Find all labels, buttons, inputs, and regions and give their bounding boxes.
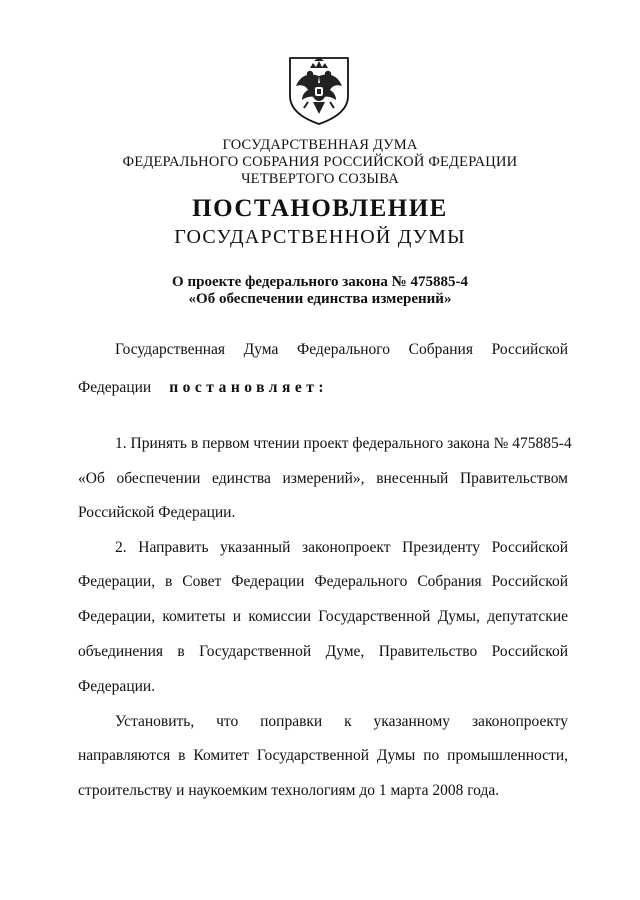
para2-line-4: объединения в Государственной Думе, Правительство Российской (78, 643, 568, 660)
header-line-2: ФЕДЕРАЛЬНОГО СОБРАНИЯ РОССИЙСКОЙ ФЕДЕРАЦИИ (122, 154, 518, 170)
russian-coat-of-arms-icon (286, 52, 352, 126)
header-line-3: ЧЕТВЕРТОГО СОЗЫВА (241, 171, 399, 187)
para3-line-2: направляются в Комитет Государственной Думы по промышленности, (78, 747, 568, 764)
para2-line-1: 2. Направить указанный законопроект Президенту Российской (115, 539, 568, 556)
para2-line-2: Федерации, в Совет Федерации Федерального Собрания Российской (78, 573, 568, 590)
preamble-line-2 (78, 378, 568, 398)
preamble-line-1: Государственная Дума Федерального Собрания Российской (115, 341, 568, 358)
para1-line-3: Российской Федерации. (78, 504, 236, 521)
para1-line-2: «Об обеспечении единства измерений», внесенный Правительством (78, 470, 568, 487)
subject-line-1: О проекте федерального закона № 475885-4 (172, 274, 468, 290)
document-subtitle: ГОСУДАРСТВЕННОЙ ДУМЫ (174, 226, 466, 248)
para3-line-3: строительству и наукоемким технологиям до 1 марта 2008 года. (78, 782, 500, 799)
para3-line-1: Установить, что поправки к указанному законопроекту (115, 713, 568, 730)
subject-line-2: «Об обеспечении единства измерений» (188, 291, 452, 307)
document-title: ПОСТАНОВЛЕНИЕ (192, 195, 448, 222)
para1-line-1: 1. Принять в первом чтении проект федерального закона № 475885-4 (115, 435, 572, 452)
resolves-word: постановляет: (169, 379, 329, 396)
para2-line-5: Федерации. (78, 678, 156, 695)
para2-line-3: Федерации, комитеты и комиссии Государственной Думы, депутатские (78, 608, 568, 625)
header-line-1: ГОСУДАРСТВЕННАЯ ДУМА (222, 137, 418, 153)
preamble-line-2-start: Федерации (78, 379, 152, 396)
